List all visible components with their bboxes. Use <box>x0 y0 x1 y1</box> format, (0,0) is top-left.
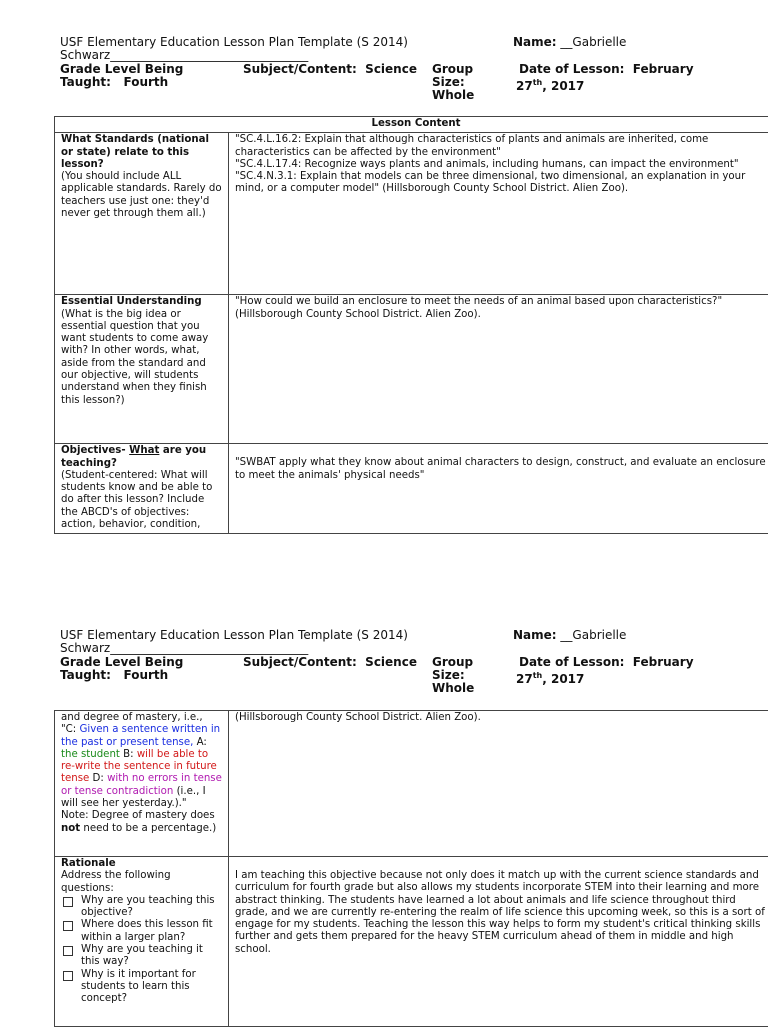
checkbox-icon[interactable] <box>63 946 73 956</box>
group-size-value-2: Whole <box>432 682 474 695</box>
essential-label-cell <box>55 295 229 444</box>
checkbox-icon[interactable] <box>63 971 73 981</box>
name-continued: Schwarz_________________________________ <box>60 49 308 62</box>
rationale-label: Rationale <box>61 858 223 870</box>
essential-label: Essential Understanding <box>61 296 223 308</box>
objectives-label-cell <box>55 444 229 534</box>
standards-row <box>55 133 768 295</box>
rationale-question-3: Why are you teaching it this way? <box>61 944 223 969</box>
rationale-question-1: Why are you teaching this objective? <box>61 895 223 920</box>
objectives-row <box>55 444 768 534</box>
group-size-label-2-p2: Size: <box>432 669 465 682</box>
name-field-2: Name: __Gabrielle <box>513 629 626 642</box>
objectives-content: "SWBAT apply what they know about animal characters to design, construct, and evaluate an enclosure to meet the animals' physical needs" <box>235 457 768 482</box>
group-size-label-2: Size: <box>432 76 465 89</box>
subject-content-2: Subject/Content: Science <box>243 656 417 669</box>
template-title-2: USF Elementary Education Lesson Plan Template (S 2014) <box>60 629 408 642</box>
rationale-content: I am teaching this objective because not only does it match up with the current science standards and curriculum for fourth grade but also allows my students incorporate STEM into their learning and more abstract thinking. The students have learned a lot about animals and life science throughout third grade, and we are currently re-entering the realm of life science this upcoming week, so this is a sort of engage for my students. Teaching the lesson this way helps to form my student's critical thinking skills further and gets them prepared for the heavy STEM curriculum ahead of them in middle and high school. <box>235 870 768 956</box>
subject-content: Subject/Content: Science <box>243 63 417 76</box>
rationale-content-cell <box>229 857 768 1027</box>
objectives-help: (Student-centered: What will students know and be able to do after this lesson? Include the ABCD's of objectives: action, behavior, condition, <box>61 470 223 531</box>
group-size-label-p2: Group <box>432 656 473 669</box>
group-size-value: Whole <box>432 89 474 102</box>
essential-understanding-row <box>55 295 768 444</box>
date-of-lesson: Date of Lesson: February <box>519 63 694 76</box>
date-of-lesson-2: Date of Lesson: February <box>519 656 694 669</box>
standard-3: "SC.4.N.3.1: Explain that models can be three dimensional, two dimensional, an explanation in your mind, or a computer model" (Hillsborough County School District. Alien Zoo). <box>235 171 768 196</box>
checkbox-icon[interactable] <box>63 897 73 907</box>
rationale-row <box>55 857 768 1027</box>
objectives-cont-row <box>55 711 768 857</box>
lesson-content-table <box>54 116 768 534</box>
objectives-label: Objectives- What are you teaching? <box>61 445 223 470</box>
rationale-question-2: Where does this lesson fit within a larger plan? <box>61 919 223 944</box>
standards-label: What Standards (national or state) relate to this lesson? <box>61 134 223 171</box>
name-continued-2: Schwarz_________________________________ <box>60 642 308 655</box>
group-size-label: Group <box>432 63 473 76</box>
standards-label-cell <box>55 133 229 295</box>
standards-content-cell <box>229 133 768 295</box>
objectives-cont-label-cell: and degree of mastery, i.e., "C: Given a sentence written in the past or present tense, A: the student B: will be able to re-write the sentence in future tense D: with no errors in tense or tense contradiction (i.e., I will see her yesterday.)." Note: Degree of mastery does not need to be a percentage.) <box>55 711 229 857</box>
grade-level-value: Taught: Fourth <box>60 76 168 89</box>
rationale-question-4: Why is it important for students to learn this concept? <box>61 969 223 1006</box>
objectives-cont-content: (Hillsborough County School District. Alien Zoo). <box>229 711 768 857</box>
checkbox-icon[interactable] <box>63 921 73 931</box>
standard-2: "SC.4.L.17.4: Recognize ways plants and animals, including humans, can impact the environment" <box>235 159 768 171</box>
date-value-2: 27th, 2017 <box>516 669 584 686</box>
standard-1: "SC.4.L.16.2: Explain that although characteristics of plants and animals are inherited, come characteristics can be affected by the environment" <box>235 134 768 159</box>
essential-help: (What is the big idea or essential question that you want students to come away with? In other words, what, aside from the standard and our objective, will students understand when they finish this lesson?) <box>61 309 223 407</box>
lesson-content-table-2 <box>54 710 768 1027</box>
lesson-content-title: Lesson Content <box>55 117 768 133</box>
rationale-label-cell <box>55 857 229 1027</box>
grade-level-label-2: Grade Level Being <box>60 656 183 669</box>
rationale-intro: Address the following questions: <box>61 870 223 895</box>
date-value: 27th, 2017 <box>516 76 584 93</box>
grade-level-label: Grade Level Being <box>60 63 183 76</box>
template-title: USF Elementary Education Lesson Plan Template (S 2014) <box>60 36 408 49</box>
grade-level-value-2: Taught: Fourth <box>60 669 168 682</box>
standards-help: (You should include ALL applicable standards. Rarely do teachers use just one: they'd never get through them all.) <box>61 171 223 220</box>
essential-content: "How could we build an enclosure to meet the needs of an animal based upon characteristics?" (Hillsborough County School District. Alien Zoo). <box>229 295 768 444</box>
objectives-content-cell <box>229 444 768 534</box>
name-field: Name: __Gabrielle <box>513 36 626 49</box>
